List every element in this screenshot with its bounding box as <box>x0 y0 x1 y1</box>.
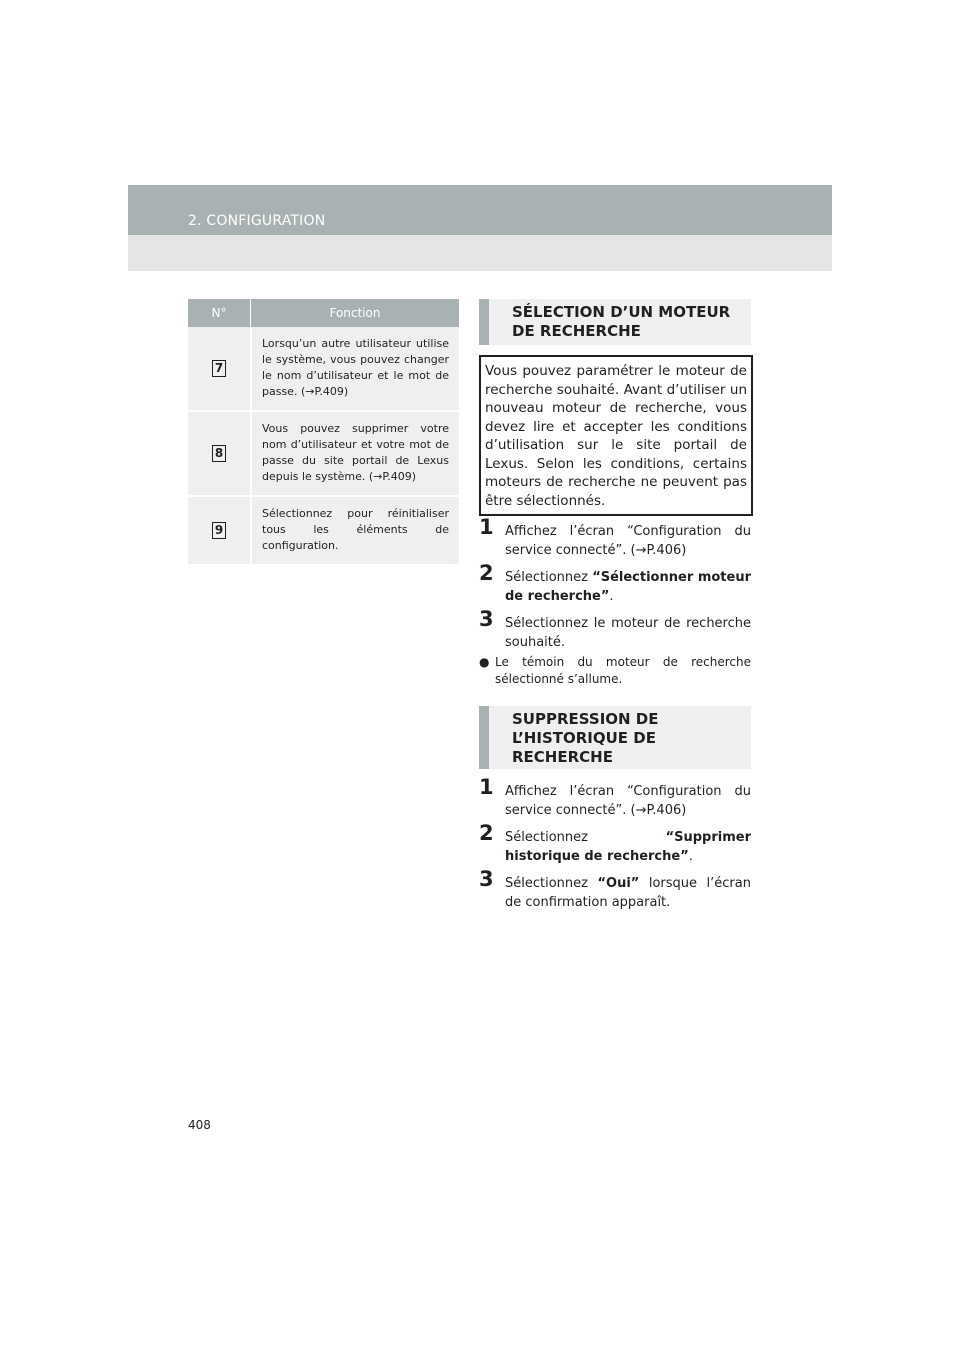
row-number: 9 <box>212 522 226 539</box>
row-number: 8 <box>212 445 226 462</box>
section-heading-history <box>479 706 751 769</box>
row-number: 7 <box>212 360 226 377</box>
step-number: 2 <box>479 821 494 845</box>
row-text: Vous pouvez supprimer votre nom d’utilisateur et votre mot de passe du site portail de Lexus depuis le système. (→P.409) <box>262 422 449 483</box>
section-title: SÉLECTION D’UN MOTEUR DE RECHERCHE <box>512 303 731 340</box>
row-text: Lorsqu’un autre utilisateur utilise le système, vous pouvez changer le nom d’utilisateur et le mot de passe. (→P.409) <box>262 337 449 398</box>
table-row <box>188 412 459 497</box>
section-heading-search-engine <box>479 299 751 345</box>
step-item <box>479 775 751 820</box>
page-number: 408 <box>188 1118 211 1132</box>
col-number-header: N° <box>188 299 251 327</box>
intro-box: Vous pouvez paramétrer le moteur de recherche souhaité. Avant d’utiliser un nouveau moteur de recherche, vous devez lire et accepter les conditions d’utilisation sur le site portail de Lexus. Selon les conditions, certains moteurs de recherche ne peuvent pas être sélectionnés. <box>479 355 753 516</box>
col-function-header: Fonction <box>329 306 381 320</box>
table-row <box>188 497 459 566</box>
bullet-dot-icon: ● <box>479 655 490 669</box>
step-number: 3 <box>479 867 494 891</box>
table-header <box>188 299 459 327</box>
bullet-item <box>479 654 751 688</box>
chapter-header-bar <box>128 185 832 235</box>
step-number: 1 <box>479 515 494 539</box>
bullet-text: Le témoin du moteur de recherche sélectionné s’allume. <box>495 655 751 686</box>
step-item <box>479 515 751 560</box>
row-text: Sélectionnez pour réinitialiser tous les éléments de configuration. <box>262 507 449 552</box>
step-number: 2 <box>479 561 494 585</box>
step-number: 1 <box>479 775 494 799</box>
step-text: Affichez l’écran “Configuration du service connecté”. (→P.406) <box>505 524 751 558</box>
step-text: Sélectionnez “Sélectionner moteur de recherche”. <box>505 570 751 604</box>
section-title: SUPPRESSION DE L’HISTORIQUE DE RECHERCHE <box>512 710 659 766</box>
chapter-title: 2. CONFIGURATION <box>188 213 326 229</box>
step-text: Sélectionnez “Oui” lorsque l’écran de confirmation apparaît. <box>505 876 751 910</box>
step-text: Sélectionnez “Supprimer historique de recherche”. <box>505 830 751 864</box>
step-text: Affichez l’écran “Configuration du service connecté”. (→P.406) <box>505 784 751 818</box>
step-item <box>479 561 751 606</box>
step-item <box>479 867 751 912</box>
step-item <box>479 607 751 652</box>
function-table <box>188 299 459 566</box>
step-text: Sélectionnez le moteur de recherche souhaité. <box>505 616 751 650</box>
table-row <box>188 327 459 412</box>
step-number: 3 <box>479 607 494 631</box>
step-item <box>479 821 751 866</box>
chapter-header <box>128 185 832 271</box>
